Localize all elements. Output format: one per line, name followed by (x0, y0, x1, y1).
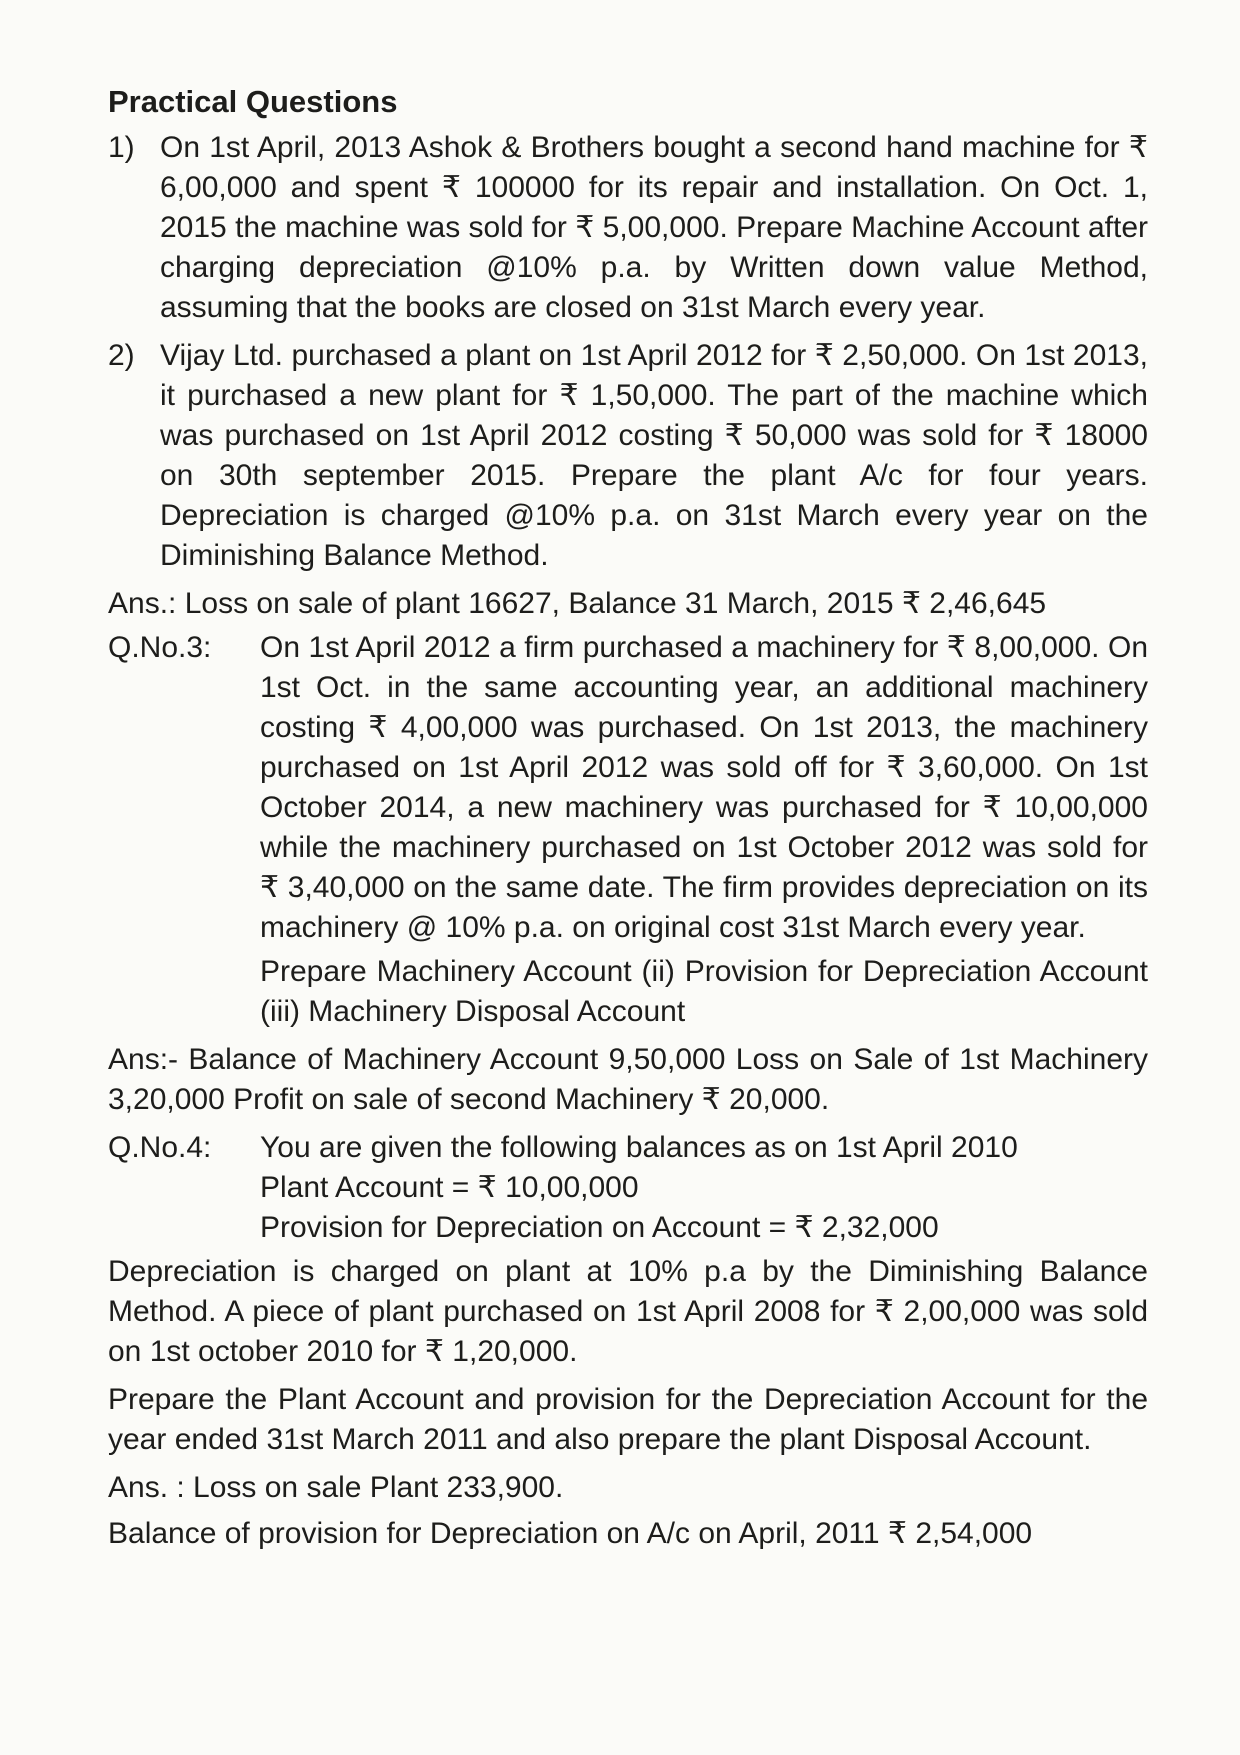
question-4-provision-account: Provision for Depreciation on Account = ₹ 2,32,000 (260, 1211, 939, 1244)
question-4-plant-account: Plant Account = ₹ 10,00,000 (260, 1171, 639, 1204)
question-2 (108, 336, 1148, 576)
document-page (108, 82, 1148, 1554)
question-3-text: On 1st April 2012 a firm purchased a machinery for ₹ 8,00,000. On 1st Oct. in the same accounting year, an additional machinery costing ₹ 4,00,000 was purchased. On 1st 2013, the machinery purchased on 1st April 2012 was sold off for ₹ 3,60,000. On 1st October 2014, a new machinery was purchased for ₹ 10,00,000 while the machinery purchased on 1st October 2012 was sold for ₹ 3,40,000 on the same date. The firm provides depreciation on its machinery @ 10% p.a. on original cost 31st March every year. (260, 631, 1148, 944)
question-1 (108, 128, 1148, 328)
question-3 (108, 628, 1148, 1032)
question-4-label: Q.No.4: (108, 1131, 212, 1164)
question-1-number: 1) (108, 131, 135, 164)
question-1-text: On 1st April, 2013 Ashok & Brothers bought a second hand machine for ₹ 6,00,000 and spent ₹ 100000 for its repair and installation. On Oct. 1, 2015 the machine was sold for ₹ 5,00,000. Prepare Machine Account after charging depreciation @10% p.a. by Written down value Method, assuming that the books are closed on 31st March every year. (160, 131, 1149, 324)
answer-3: Ans:- Balance of Machinery Account 9,50,000 Loss on Sale of 1st Machinery 3,20,000 Profit on sale of second Machinery ₹ 20,000. (108, 1043, 1148, 1116)
question-4-intro: You are given the following balances as on 1st April 2010 (260, 1131, 1018, 1164)
question-3-label: Q.No.3: (108, 631, 212, 664)
answer-4-line-1: Ans. : Loss on sale Plant 233,900. (108, 1471, 564, 1504)
question-2-number: 2) (108, 339, 135, 372)
answer-2: Ans.: Loss on sale of plant 16627, Balance 31 March, 2015 ₹ 2,46,645 (108, 587, 1047, 620)
answer-4-line-2: Balance of provision for Depreciation on A/c on April, 2011 ₹ 2,54,000 (108, 1517, 1033, 1550)
question-4-paragraph-1: Depreciation is charged on plant at 10% p.a by the Diminishing Balance Method. A piece of plant purchased on 1st April 2008 for ₹ 2,00,000 was sold on 1st october 2010 for ₹ 1,20,000. (108, 1255, 1148, 1368)
question-3-instruction: Prepare Machinery Account (ii) Provision for Depreciation Account (iii) Machinery Disposal Account (260, 955, 1148, 1028)
question-4 (108, 1128, 1148, 1248)
question-4-paragraph-2: Prepare the Plant Account and provision for the Depreciation Account for the year ended 31st March 2011 and also prepare the plant Disposal Account. (108, 1383, 1148, 1456)
question-2-text: Vijay Ltd. purchased a plant on 1st April 2012 for ₹ 2,50,000. On 1st 2013, it purchased a new plant for ₹ 1,50,000. The part of the machine which was purchased on 1st April 2012 costing ₹ 50,000 was sold for ₹ 18000 on 30th september 2015. Prepare the plant A/c for four years. Depreciation is charged @10% p.a. on 31st March every year on the Diminishing Balance Method. (160, 339, 1148, 572)
section-heading: Practical Questions (108, 84, 398, 119)
